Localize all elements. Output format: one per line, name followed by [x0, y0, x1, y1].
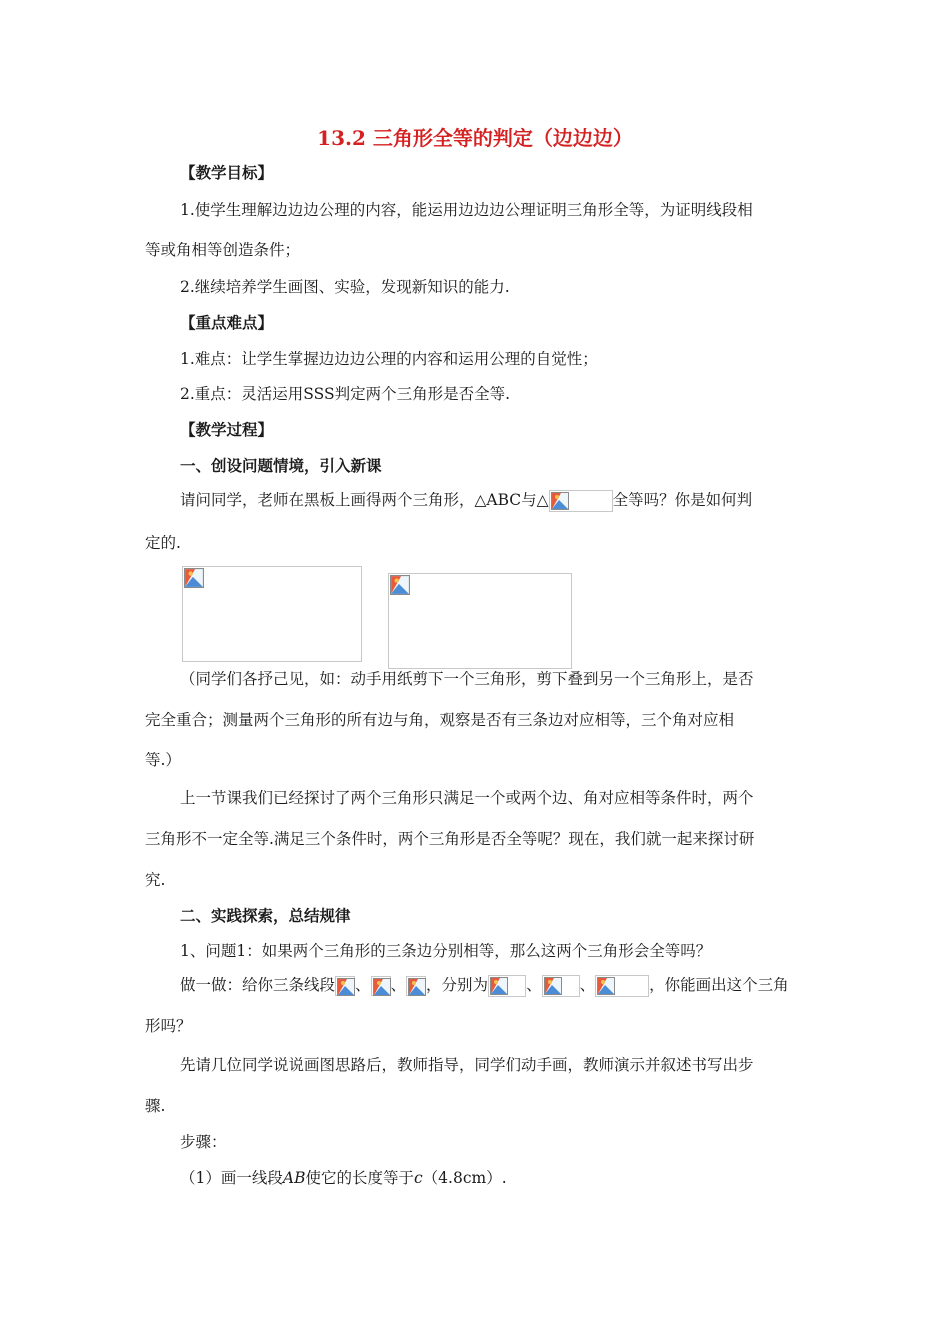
inline-image-segment-b	[371, 976, 391, 996]
part1-paragraph-1-line-2: 定的.	[145, 534, 181, 552]
broken-image-icon	[373, 978, 391, 996]
part1-text-after: 全等吗？你是如何判	[612, 491, 753, 509]
part1-paragraph-2-line-2: 完全重合；测量两个三角形的所有边与角，观察是否有三条边对应相等，三个角对应相	[145, 711, 735, 729]
steps-label: 步骤：	[180, 1133, 227, 1151]
part1-paragraph-3-line-1: 上一节课我们已经探讨了两个三角形只满足一个或两个边、角对应相等条件时，两个	[180, 789, 754, 807]
separator: 、	[390, 976, 407, 994]
broken-image-icon	[551, 492, 569, 510]
part1-paragraph-3-line-3: 究.	[145, 871, 166, 889]
key-point-2: 2.重点：灵活运用SSS判定两个三角形是否全等.	[180, 385, 511, 403]
guide-paragraph-line-1: 先请几位同学说说画图思路后，教师指导，同学们动手画，教师演示并叙述书写出步	[180, 1056, 754, 1074]
figure-triangle-second	[388, 573, 572, 669]
try-paragraph	[180, 975, 789, 997]
question-1: 1、问题1：如果两个三角形的三条边分别相等，那么这两个三角形会全等吗？	[180, 942, 712, 960]
part1-paragraph-3-line-2: 三角形不一定全等.满足三个条件时，两个三角形是否全等呢？现在，我们就一起来探讨研	[145, 830, 755, 848]
step-1-text-middle: 使它的长度等于	[305, 1169, 414, 1187]
separator: 、	[355, 976, 371, 994]
inline-image-length-c	[595, 975, 649, 997]
objective-1-line-2: 等或角相等创造条件；	[145, 241, 301, 259]
broken-image-icon	[544, 977, 562, 995]
guide-paragraph-line-2: 骤.	[145, 1097, 166, 1115]
key-point-1: 1.难点：让学生掌握边边边公理的内容和运用公理的自觉性；	[180, 350, 598, 368]
try-paragraph-line-2: 形吗？	[145, 1017, 192, 1035]
objectives-heading: 【教学目标】	[180, 163, 274, 182]
broken-image-icon	[408, 978, 426, 996]
step-1	[180, 1168, 507, 1188]
inline-image-triangle	[549, 490, 613, 512]
step-1-variable-c: c	[413, 1169, 423, 1187]
objective-2: 2.继续培养学生画图、实验，发现新知识的能力.	[180, 278, 510, 296]
objective-1-line-1: 1.使学生理解边边边公理的内容，能运用边边边公理证明三角形全等，为证明线段相	[180, 201, 753, 219]
try-text-before: 做一做：给你三条线段	[180, 976, 336, 994]
part2-heading: 二、实践探索，总结规律	[180, 906, 351, 925]
try-text-middle: ，分别为	[426, 976, 489, 994]
part1-paragraph-2-line-3: 等.）	[145, 751, 181, 769]
inline-image-segment-a	[335, 976, 355, 996]
separator: 、	[526, 976, 542, 994]
broken-image-icon	[490, 977, 508, 995]
process-heading: 【教学过程】	[180, 420, 274, 439]
page-title: 13.2 三角形全等的判定（边边边）	[317, 126, 633, 150]
part1-heading: 一、创设问题情境，引入新课	[180, 456, 382, 475]
step-1-text-before: （1）画一线段	[180, 1169, 283, 1187]
inline-image-length-a	[488, 975, 526, 997]
try-text-after: ，你能画出这个三角	[649, 976, 789, 994]
broken-image-icon	[390, 575, 410, 595]
step-1-variable-ab: AB	[282, 1169, 306, 1187]
inline-image-segment-c	[406, 976, 426, 996]
broken-image-icon	[337, 978, 355, 996]
figure-triangle-abc	[182, 566, 362, 662]
part1-paragraph-1	[180, 490, 752, 512]
broken-image-icon	[597, 977, 615, 995]
separator: 、	[579, 976, 596, 994]
key-heading: 【重点难点】	[180, 313, 274, 332]
inline-image-length-b	[542, 975, 580, 997]
step-1-text-after: （4.8cm）.	[422, 1169, 507, 1187]
broken-image-icon	[184, 568, 204, 588]
part1-text-before: 请问同学，老师在黑板上画得两个三角形，△ABC与△	[180, 491, 549, 509]
part1-paragraph-2-line-1: （同学们各抒己见，如：动手用纸剪下一个三角形，剪下叠到另一个三角形上，是否	[180, 670, 754, 688]
